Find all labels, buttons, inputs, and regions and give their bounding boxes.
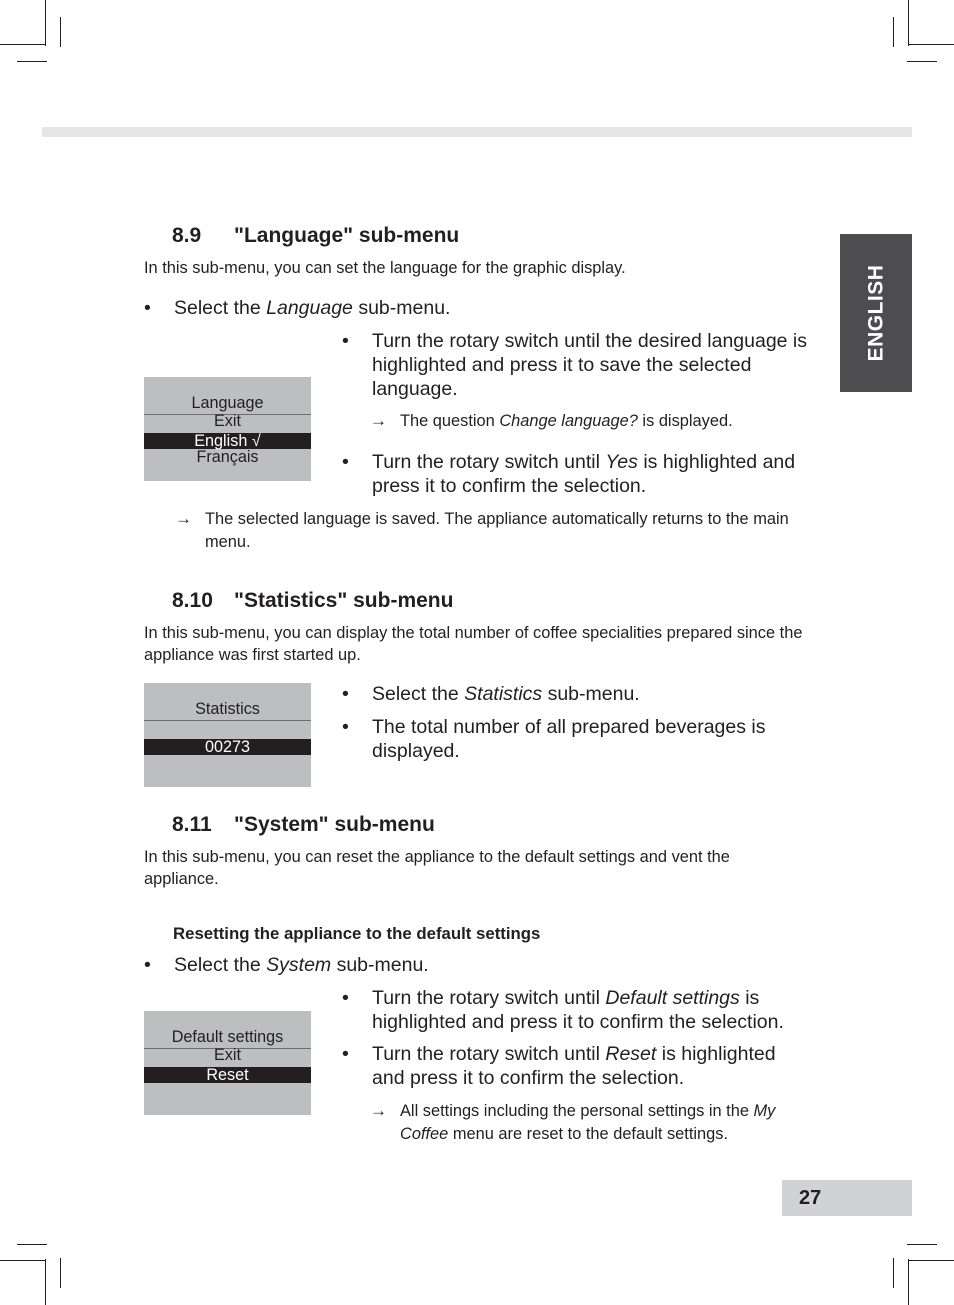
arrow-glyph: →: [370, 1101, 387, 1120]
section-intro: In this sub-menu, you can display the total number of coffee specialities prepared since the appliance was first started up.: [144, 624, 803, 664]
subheading-reset-defaults: Resetting the appliance to the default settings: [173, 924, 541, 943]
section-number: 8.10: [172, 589, 213, 612]
section-title: "Language" sub-menu: [234, 224, 460, 247]
display-header: Statistics: [195, 700, 260, 718]
section-heading-system: [172, 813, 435, 837]
display-header: Language: [191, 394, 264, 412]
crop-mark: [60, 1258, 61, 1288]
display-item-selected: Reset: [144, 1067, 311, 1083]
section-number: 8.11: [172, 813, 212, 836]
bullet-glyph: •: [342, 451, 349, 473]
crop-mark: [893, 17, 894, 47]
display-statistics: [144, 683, 311, 787]
display-system: [144, 1011, 311, 1115]
bullet-glyph: •: [342, 1043, 349, 1065]
crop-mark: [907, 1244, 937, 1245]
crop-mark: [907, 61, 937, 62]
crop-mark: [60, 17, 61, 47]
section-heading-statistics: [172, 589, 453, 613]
step-select-system: • Select the System sub-menu.: [144, 954, 429, 976]
crop-mark: [0, 44, 46, 45]
step-select-language: • Select the Language sub-menu.: [144, 297, 451, 319]
bullet-glyph: •: [144, 297, 151, 319]
bullet-glyph: •: [342, 716, 349, 738]
arrow-glyph: →: [370, 411, 387, 430]
step-confirm-yes: • Turn the rotary switch until Yes is highlighted and press it to confirm the selection.: [342, 451, 796, 497]
bullet-glyph: •: [342, 987, 349, 1009]
crop-mark: [908, 1260, 954, 1261]
crop-mark: [908, 0, 909, 46]
bullet-glyph: •: [144, 954, 151, 976]
crop-mark: [17, 1244, 47, 1245]
step-default-settings: • Turn the rotary switch until Default settings is highlighted and press it to confirm the selection.: [342, 987, 784, 1033]
page-number: 27: [799, 1187, 822, 1209]
section-heading-language: [172, 224, 459, 248]
arrow-glyph: →: [175, 509, 192, 528]
result-change-language: → The question Change language? is displayed.: [370, 411, 733, 430]
display-item-exit: Exit: [214, 1046, 241, 1064]
result-settings-reset: → All settings including the personal settings in the My Coffee menu are reset to the default settings.: [370, 1101, 776, 1143]
result-language-saved: → The selected language is saved. The appliance automatically returns to the main menu.: [175, 509, 789, 551]
section-title: "Statistics" sub-menu: [234, 589, 454, 612]
display-item-selected: English √: [144, 433, 311, 449]
display-value: 00273: [144, 739, 311, 755]
display-item: Français: [196, 448, 259, 466]
crop-mark: [0, 1260, 46, 1261]
step-total-displayed: • The total number of all prepared beverages is displayed.: [342, 716, 766, 762]
section-intro: In this sub-menu, you can reset the appliance to the default settings and vent the appliance.: [144, 848, 730, 888]
bullet-glyph: •: [342, 330, 349, 352]
bullet-glyph: •: [342, 683, 349, 705]
crop-mark: [908, 44, 954, 45]
display-divider: [144, 720, 311, 721]
language-side-tab: [840, 234, 912, 392]
header-bar: [42, 127, 912, 137]
crop-mark: [908, 1259, 909, 1305]
crop-mark: [893, 1258, 894, 1288]
language-tab-label: ENGLISH: [864, 264, 887, 362]
step-select-statistics: • Select the Statistics sub-menu.: [342, 683, 640, 705]
step-turn-switch-language: • Turn the rotary switch until the desired language is highlighted and press it to save the selected language.: [342, 330, 808, 400]
display-language: [144, 377, 311, 481]
crop-mark: [17, 61, 47, 62]
section-title: "System" sub-menu: [234, 813, 435, 836]
page-number-box: [782, 1180, 912, 1216]
display-item-exit: Exit: [214, 412, 241, 430]
crop-mark: [45, 0, 46, 46]
section-number: 8.9: [172, 224, 202, 247]
display-header: Default settings: [171, 1028, 284, 1046]
step-reset: • Turn the rotary switch until Reset is highlighted and press it to confirm the selection.: [342, 1043, 776, 1089]
crop-mark: [45, 1259, 46, 1305]
section-intro: In this sub-menu, you can set the language for the graphic display.: [144, 259, 626, 277]
